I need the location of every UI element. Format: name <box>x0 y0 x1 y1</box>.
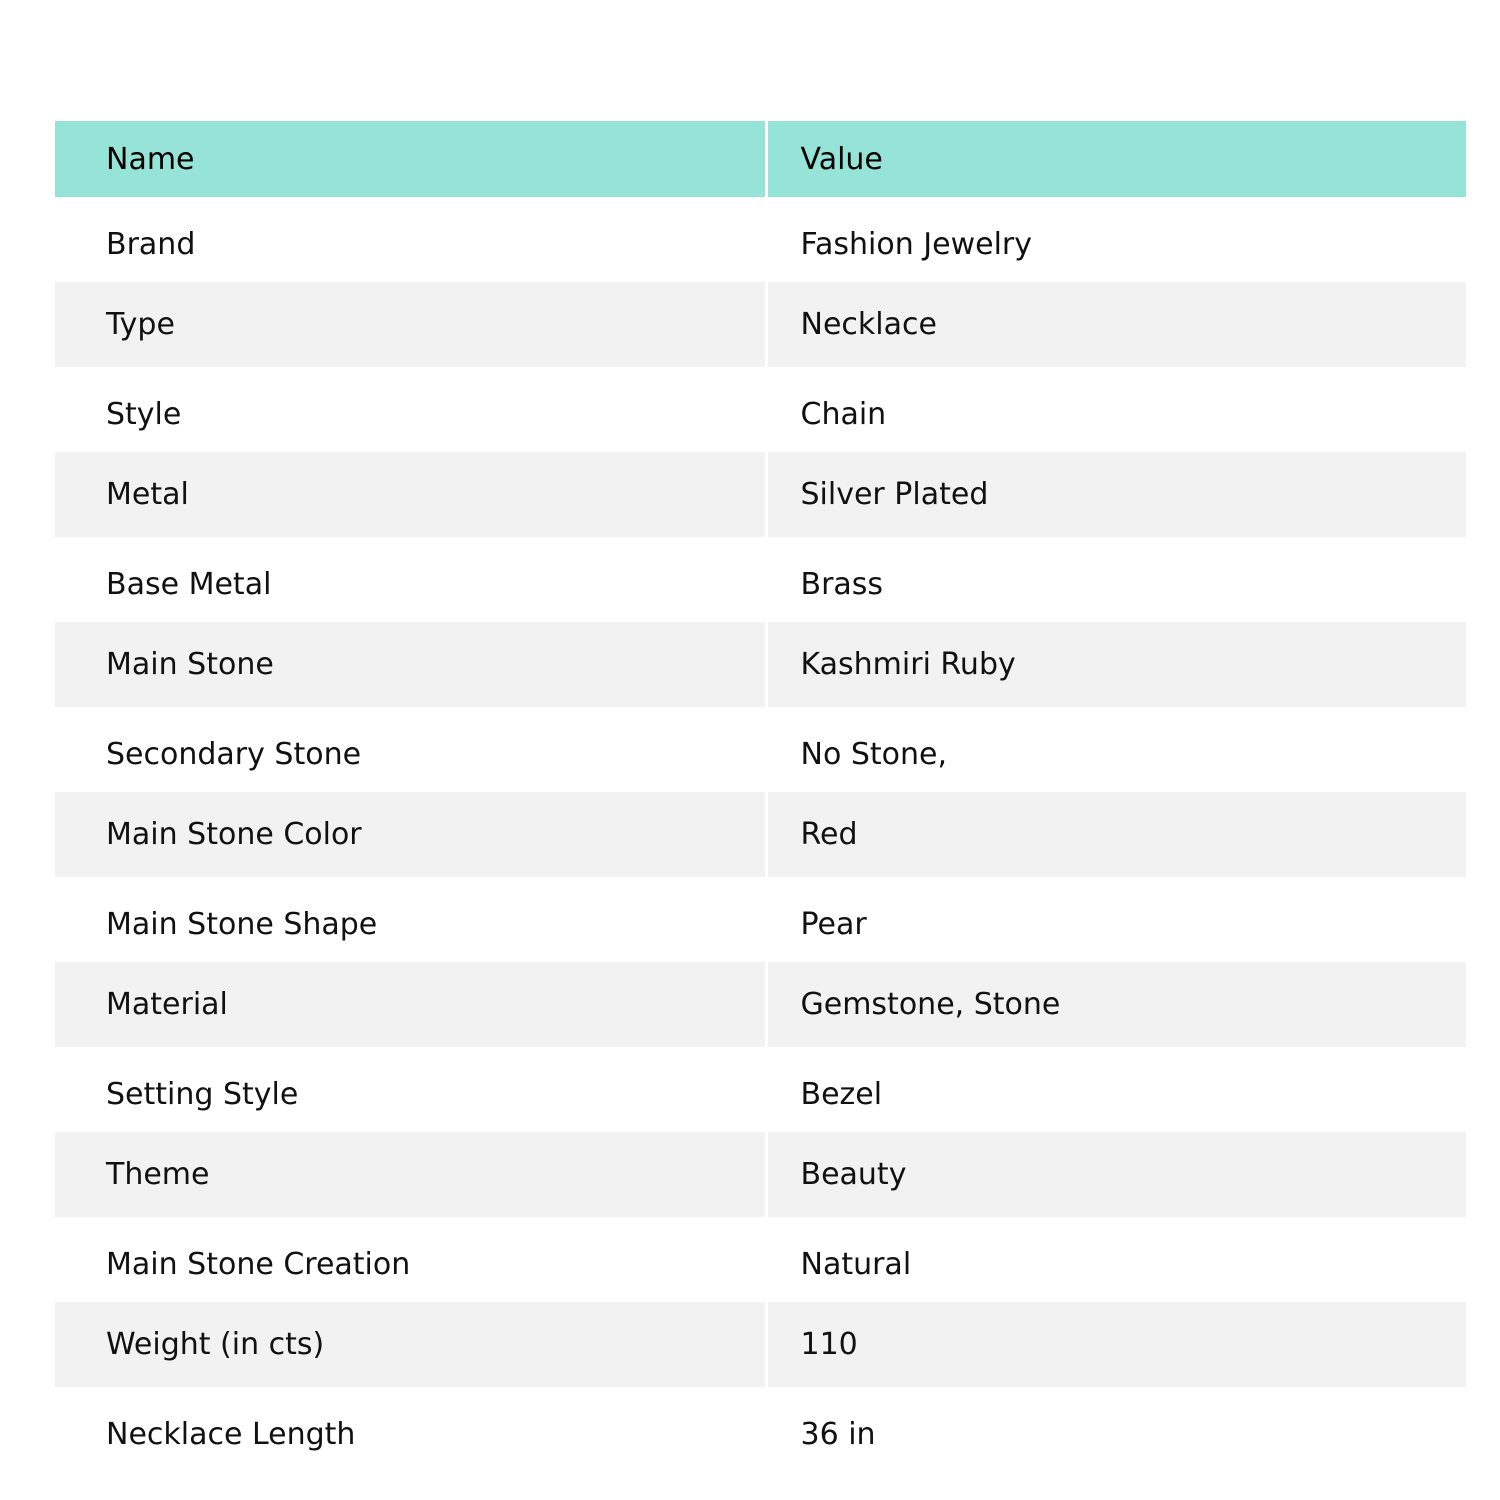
row-name-cell: Main Stone Shape <box>55 877 766 962</box>
row-value-cell: Natural <box>800 1247 912 1282</box>
row-name-cell: Type <box>55 282 766 367</box>
row-value-cell: Silver Plated <box>800 477 989 512</box>
row-name-cell: Theme <box>55 1132 766 1217</box>
table-row <box>55 1132 1466 1217</box>
row-name-cell: Base Metal <box>55 537 766 622</box>
table-row <box>55 622 1466 707</box>
row-value-cell: Bezel <box>800 1077 883 1112</box>
row-value-cell: Fashion Jewelry <box>800 227 1032 262</box>
table-row <box>55 1302 1466 1387</box>
row-name-cell: Style <box>55 367 766 452</box>
table-body <box>55 197 1466 1472</box>
row-value-cell: Gemstone, Stone <box>800 987 1061 1022</box>
row-value-cell: Pear <box>800 907 867 942</box>
column-header-value: Value <box>800 141 883 177</box>
row-value-cell: Brass <box>800 567 884 602</box>
row-value-cell: Red <box>800 817 858 852</box>
row-name-cell: Necklace Length <box>55 1387 766 1472</box>
row-value-cell: No Stone, <box>800 737 947 772</box>
row-name-cell: Setting Style <box>55 1047 766 1132</box>
row-name-cell: Main Stone Color <box>55 792 766 877</box>
table-header <box>55 121 1466 197</box>
table-row <box>55 282 1466 367</box>
row-value-cell: 110 <box>800 1327 858 1362</box>
row-value-cell: Necklace <box>800 307 937 342</box>
row-value-cell: Kashmiri Ruby <box>800 647 1016 682</box>
row-name-cell: Secondary Stone <box>55 707 766 792</box>
table-row <box>55 1047 1466 1132</box>
row-name-cell: Main Stone <box>55 622 766 707</box>
table-row <box>55 197 1466 282</box>
table-row <box>55 367 1466 452</box>
row-name-cell: Brand <box>55 197 766 282</box>
table-row <box>55 1217 1466 1302</box>
row-name-cell: Main Stone Creation <box>55 1217 766 1302</box>
table-row <box>55 962 1466 1047</box>
table-row <box>55 792 1466 877</box>
row-name-cell: Metal <box>55 452 766 537</box>
row-value-cell: Chain <box>800 397 887 432</box>
header-row <box>55 121 1466 197</box>
row-value-cell: 36 in <box>800 1417 876 1452</box>
row-name-cell: Material <box>55 962 766 1047</box>
row-value-cell: Beauty <box>800 1157 907 1192</box>
table-row <box>55 537 1466 622</box>
table-row <box>55 452 1466 537</box>
column-header-name: Name <box>55 121 766 197</box>
table-row <box>55 877 1466 962</box>
table-row <box>55 707 1466 792</box>
table-row <box>55 1387 1466 1472</box>
specifications-table <box>55 121 1466 1472</box>
row-name-cell: Weight (in cts) <box>55 1302 766 1387</box>
